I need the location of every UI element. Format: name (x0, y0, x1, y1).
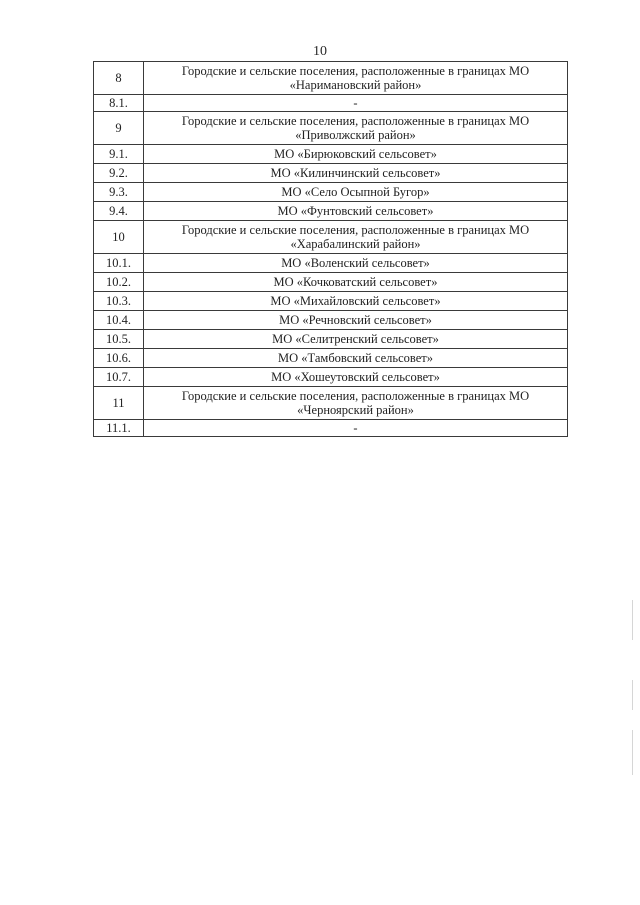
row-name: Городские и сельские поселения, расположенные в границах МО «Харабалинский район» (144, 221, 568, 254)
row-number: 9.2. (94, 164, 144, 183)
table-row (94, 183, 568, 202)
row-number: 10.6. (94, 349, 144, 368)
row-number: 10.2. (94, 273, 144, 292)
table-row (94, 145, 568, 164)
row-name: МО «Бирюковский сельсовет» (144, 145, 568, 164)
scan-mark (632, 730, 633, 775)
row-name: Городские и сельские поселения, расположенные в границах МО «Черноярский район» (144, 387, 568, 420)
table-row (94, 420, 568, 437)
row-number: 10.4. (94, 311, 144, 330)
row-name: МО «Селитренский сельсовет» (144, 330, 568, 349)
row-name: - (144, 95, 568, 112)
row-name: МО «Кочковатский сельсовет» (144, 273, 568, 292)
row-number: 8 (94, 62, 144, 95)
row-number: 11 (94, 387, 144, 420)
table-row (94, 387, 568, 420)
regions-table (93, 61, 568, 437)
table-row (94, 112, 568, 145)
row-number: 10.3. (94, 292, 144, 311)
table-row (94, 202, 568, 221)
table-row (94, 164, 568, 183)
table-row (94, 349, 568, 368)
page-number: 10 (313, 44, 327, 59)
row-name: МО «Михайловский сельсовет» (144, 292, 568, 311)
row-name: Городские и сельские поселения, расположенные в границах МО «Наримановский район» (144, 62, 568, 95)
row-name: МО «Фунтовский сельсовет» (144, 202, 568, 221)
row-name: МО «Воленский сельсовет» (144, 254, 568, 273)
table-body (94, 62, 568, 437)
row-number: 9.1. (94, 145, 144, 164)
row-name: МО «Килинчинский сельсовет» (144, 164, 568, 183)
row-name: - (144, 420, 568, 437)
row-name: Городские и сельские поселения, расположенные в границах МО «Приволжский район» (144, 112, 568, 145)
row-number: 9 (94, 112, 144, 145)
row-number: 10.7. (94, 368, 144, 387)
row-name: МО «Хошеутовский сельсовет» (144, 368, 568, 387)
table-row (94, 368, 568, 387)
row-number: 9.3. (94, 183, 144, 202)
row-number: 9.4. (94, 202, 144, 221)
row-name: МО «Речновский сельсовет» (144, 311, 568, 330)
row-number: 8.1. (94, 95, 144, 112)
table-row (94, 221, 568, 254)
row-number: 10.5. (94, 330, 144, 349)
table-row (94, 254, 568, 273)
table-row (94, 62, 568, 95)
table-row (94, 330, 568, 349)
row-number: 10 (94, 221, 144, 254)
row-number: 10.1. (94, 254, 144, 273)
scan-mark (632, 680, 633, 710)
table-row (94, 311, 568, 330)
table-row (94, 273, 568, 292)
scan-mark (632, 600, 633, 640)
table-row (94, 292, 568, 311)
row-number: 11.1. (94, 420, 144, 437)
row-name: МО «Село Осыпной Бугор» (144, 183, 568, 202)
table-row (94, 95, 568, 112)
row-name: МО «Тамбовский сельсовет» (144, 349, 568, 368)
